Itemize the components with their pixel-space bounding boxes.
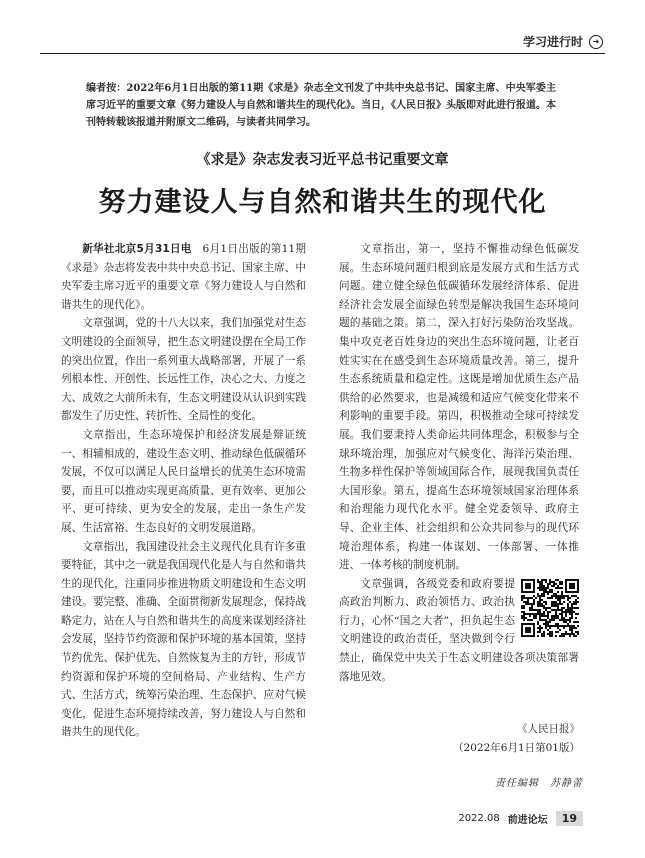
article-paragraph-4: 文章指出，我国建设社会主义现代化具有许多重要特征，其中之一就是我国现代化是人与自然和谐共生的现代化，注重同步推进物质文明建设和生态文明建设。要完整、准确、全面贯彻新发展理念，保持战略定力，站在人与自然和谐共生的高度来谋划经济社会发展，坚持节约资源和保护环境的基本国策，坚持节约优先、保护优先、自然恢复为主的方针，形成节约资源和保护环境的空间格局、产业结构、生产方式、生活方式，统筹污染治理、生态保护、应对气候变化，促进生态环境持续改善，努力建设人与自然和谐共生的现代化。 bbox=[61, 540, 306, 739]
page-footer bbox=[458, 811, 583, 826]
magazine-name: 前进论坛 bbox=[507, 815, 548, 826]
article-paragraph-2: 文章强调，党的十八大以来，我们加强党对生态文明建设的全面领导，把生态文明建设摆在全局工作的突出位置，作出一系列重大战略部署，开展了一系列根本性、开创性、长远性工作，决心之大、力度之大、成效之大前所未有，生态文明建设从认识到实践都发生了历史性、转折性、全局性的变化。 bbox=[61, 317, 306, 423]
article-paragraph-6: 文章强调，各级党委和政府要提高政治判断力、政治领悟力、政治执行力，心怀“国之大者”，担负起生态文明建设的政治责任，坚决做到令行禁止，确保党中央关于生态文明建设各项决策部署落地见效。 bbox=[339, 577, 579, 683]
issue-number: 2022.08 bbox=[458, 813, 500, 824]
article-paragraph-5: 文章指出，第一，坚持不懈推动绿色低碳发展。生态环境问题归根到底是发展方式和生活方式问题。建立健全绿色低碳循环发展经济体系、促进经济社会发展全面绿色转型是解决我国生态环境问题的基础之策。第二，深入打好污染防治攻坚战。集中攻克老百姓身边的突出生态环境问题，让老百姓实实在在感受到生态环境质量改善。第三，提升生态系统质量和稳定性。这既是增加优质生态产品供给的必然要求，也是减缓和适应气候变化带来不利影响的重要手段。第四，积极推动全球可持续发展。我们要秉持人类命运共同体理念，积极参与全球环境治理，加强应对气候变化、海洋污染治理、生物多样性保护等领域国际合作，展现我国负责任大国形象。第五，提高生态环境领域国家治理体系和治理能力现代化水平。健全党委领导、政府主导、企业主体、社会组织和公众共同参与的现代环境治理体系，构建一体谋划、一体部署、一体推进、一体考核的制度机制。 bbox=[339, 243, 579, 572]
source-name: 《人民日报》 bbox=[517, 723, 580, 735]
qr-code-icon[interactable] bbox=[521, 579, 579, 637]
column-header bbox=[523, 33, 603, 50]
article-title: 努力建设人与自然和谐共生的现代化 bbox=[98, 187, 547, 218]
article-subtitle: 《求是》杂志发表习近平总书记重要文章 bbox=[196, 152, 449, 168]
page-number: 19 bbox=[556, 811, 583, 826]
circle-arrow-icon: ➜ bbox=[589, 35, 603, 49]
editor-credit: 责任编辑 苏静蕾 bbox=[495, 778, 583, 789]
article-column-right bbox=[339, 240, 579, 686]
dateline: 新华社北京5月31日电 bbox=[82, 243, 192, 255]
article-column-left bbox=[61, 240, 306, 742]
source-date: （2022年6月1日第01版） bbox=[453, 742, 580, 754]
article-paragraph-3: 文章指出，生态环境保护和经济发展是辩证统一、相辅相成的，建设生态文明、推动绿色低碳循环发展，不仅可以满足人民日益增长的优美生态环境需要，而且可以推动实现更高质量、更有效率、更加公平、更可持续、更为安全的发展，走出一条生产发展、生活富裕、生态良好的文明发展道路。 bbox=[61, 428, 306, 534]
source-block bbox=[420, 720, 580, 758]
column-name: 学习进行时 bbox=[522, 35, 583, 49]
article-paragraph-1: 新华社北京5月31日电 6月1日出版的第11期《求是》杂志将发表中共中央总书记、国家主席、中央军委主席习近平的重要文章《努力建设人与自然和谐共生的现代化》。 bbox=[61, 243, 306, 311]
editor-note: 编者按：2022年6月1日出版的第11期《求是》杂志全文刊发了中共中央总书记、国家主席、中央军委主席习近平的重要文章《努力建设人与自然和谐共生的现代化》。当日，《人民日报》头版即对此进行报道。本刊特转载该报道并附原文二维码，与读者共同学习。 bbox=[86, 83, 556, 128]
top-rule bbox=[40, 53, 605, 54]
